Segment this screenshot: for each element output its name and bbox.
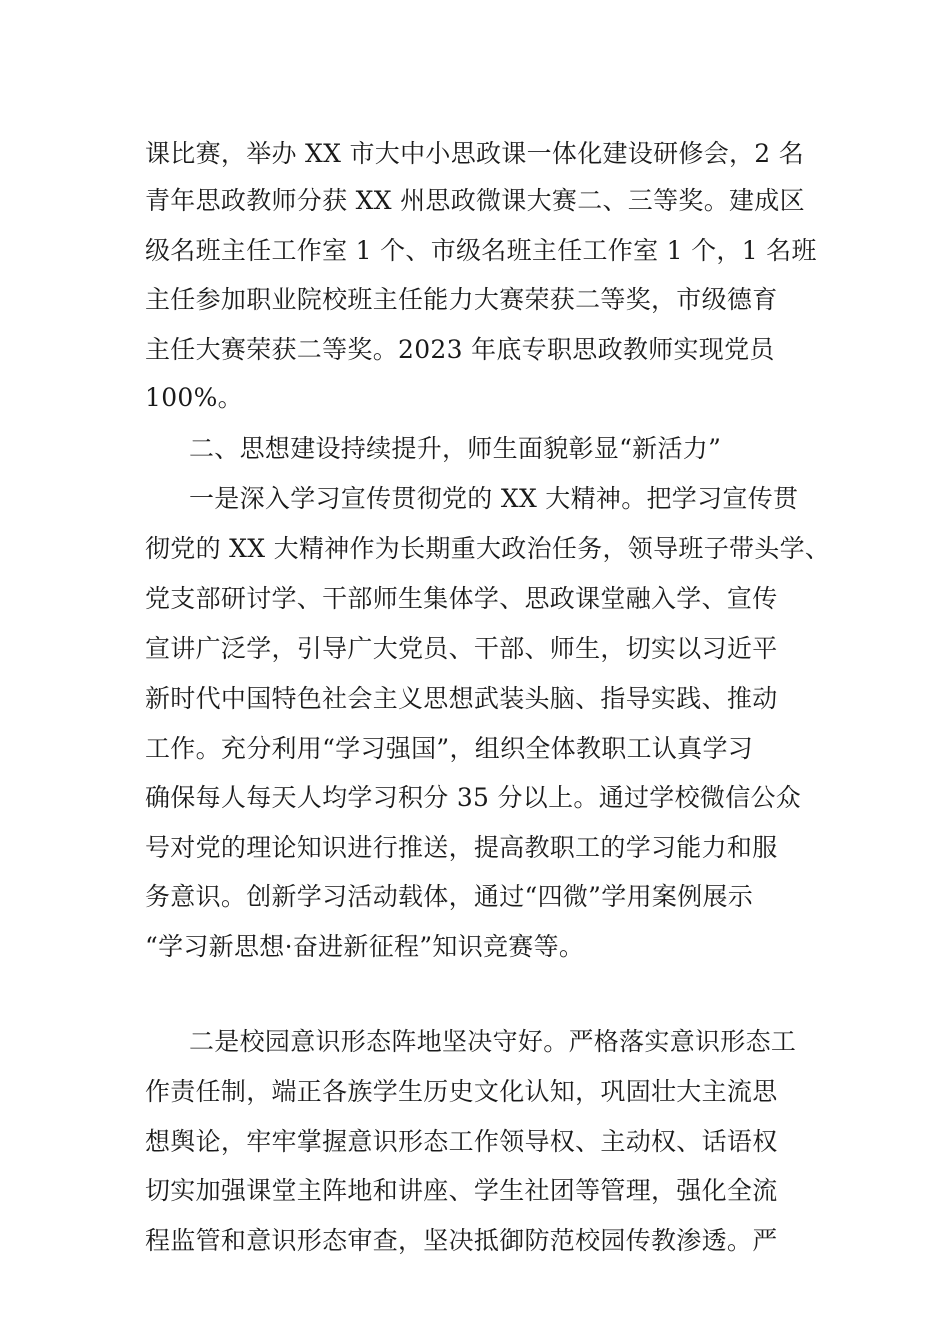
paragraph-2-line-4: 宣讲广泛学，引导广大党员、干部、师生，切实以习近平 (145, 634, 778, 663)
paragraph-2-line-10: “学习新思想·奋进新征程”知识竞赛等。 (145, 932, 585, 961)
paragraph-1-line-1: 课比赛，举办 XX 市大中小思政课一体化建设研修会，2 名 (145, 139, 805, 168)
paragraph-1-line-4: 主任参加职业院校班主任能力大赛荣获二等奖，市级德育 (145, 285, 778, 314)
paragraph-3-line-3: 想舆论，牢牢掌握意识形态工作领导权、主动权、话语权 (145, 1127, 778, 1156)
paragraph-2-line-1: 一是深入学习宣传贯彻党的 XX 大精神。把学习宣传贯 (189, 484, 799, 513)
section-heading: 二、思想建设持续提升，师生面貌彰显“新活力” (189, 434, 722, 463)
paragraph-2-line-9: 务意识。创新学习活动载体，通过“四微”学用案例展示 (145, 882, 754, 911)
paragraph-3-line-1: 二是校园意识形态阵地坚决守好。严格落实意识形态工 (189, 1027, 797, 1056)
paragraph-1-line-2: 青年思政教师分获 XX 州思政微课大赛二、三等奖。建成区 (145, 186, 805, 215)
paragraph-2-line-3: 党支部研讨学、干部师生集体学、思政课堂融入学、宣传 (145, 584, 778, 613)
paragraph-2-line-8: 号对党的理论知识进行推送，提高教职工的学习能力和服 (145, 833, 778, 862)
paragraph-2-line-5: 新时代中国特色社会主义思想武装头脑、指导实践、推动 (145, 684, 778, 713)
paragraph-3-line-5: 程监管和意识形态审查，坚决抵御防范校园传教渗透。严 (145, 1226, 778, 1255)
paragraph-2-line-2: 彻党的 XX 大精神作为长期重大政治任务，领导班子带头学、 (145, 534, 831, 563)
paragraph-2-line-6: 工作。充分利用“学习强国”，组织全体教职工认真学习 (145, 734, 754, 763)
paragraph-1-line-5: 主任大赛荣获二等奖。2023 年底专职思政教师实现党员 (145, 335, 775, 364)
paragraph-1-line-6: 100%。 (145, 383, 243, 412)
paragraph-3-line-2: 作责任制，端正各族学生历史文化认知，巩固壮大主流思 (145, 1077, 778, 1106)
paragraph-2-line-7: 确保每人每天人均学习积分 35 分以上。通过学校微信公众 (145, 783, 802, 812)
paragraph-3-line-4: 切实加强课堂主阵地和讲座、学生社团等管理，强化全流 (145, 1176, 778, 1205)
paragraph-1-line-3: 级名班主任工作室 1 个、市级名班主任工作室 1 个，1 名班 (145, 236, 817, 265)
